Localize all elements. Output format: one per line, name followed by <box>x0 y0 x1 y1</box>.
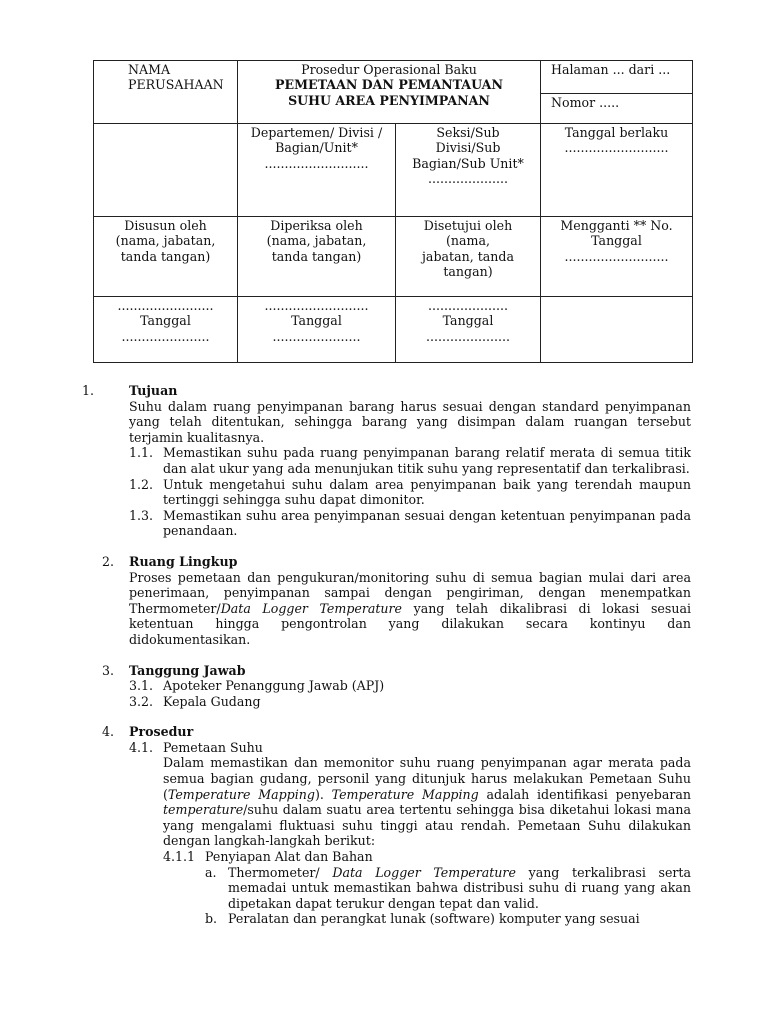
list-item <box>0 865 768 912</box>
subsection-paragraph: Dalam memastikan dan memonitor suhu ruang penyimpanan agar merata pada semua bagian gudang, personil yang ditunjuk harus melakukan Pemetaan Suhu (Temperature Mapping). Temperature Mapping adalah identifikasi penyebaran temperature/suhu dalam suatu area tertentu sehingga bisa diketahui lokasi mana yang mengalami fluktuasi suhu tinggi atau rendah. Pemetaan Suhu dilakukan dengan langkah-langkah berikut: <box>163 755 691 849</box>
item-text: Untuk mengetahui suhu dalam area penyimpanan baik yang terendah maupun tertinggi sehingga suhu dapat dimonitor. <box>163 476 691 508</box>
sign-prepared-cell <box>94 297 238 363</box>
item-number: 3.2. <box>129 693 154 709</box>
item-number: 1.2. <box>129 476 154 492</box>
section-title: Tujuan <box>129 383 178 398</box>
sop-header-table <box>93 60 693 363</box>
effective-date-label: Tanggal berlaku .......................... <box>564 125 669 156</box>
section-number: 1. <box>82 383 95 398</box>
item-number: 3.1. <box>129 678 154 694</box>
list-item <box>0 678 768 694</box>
company-name: NAMA PERUSAHAAN <box>128 62 224 93</box>
sop-title-cell <box>238 61 541 124</box>
subsection-heading <box>0 740 768 756</box>
item-text: Peralatan dan perangkat lunak (software) komputer yang sesuai <box>228 911 640 927</box>
section-tujuan <box>0 383 768 539</box>
list-item <box>0 694 768 710</box>
item-letter: a. <box>205 864 217 880</box>
sign-prepared: ........................ Tanggal ...................... <box>117 298 214 344</box>
sign-approved: .................... Tanggal ..................... <box>425 298 511 344</box>
section-prosedur <box>0 724 768 927</box>
section-intro: Suhu dalam ruang penyimpanan barang harus sesuai dengan standard penyimpanan yang telah ditentukan, sehingga barang yang disimpan dalam ruangan tersebut terjamin kualitasnya. <box>129 398 691 445</box>
section-number: 3. <box>102 662 115 678</box>
checked-label: Diperiksa oleh (nama, jabatan, tanda tangan) <box>266 218 367 264</box>
item-text: Kepala Gudang <box>163 693 261 709</box>
number-label: Nomor ..... <box>551 95 620 110</box>
sign-checked-cell <box>238 297 396 363</box>
sop-title: PEMETAAN DAN PEMANTAUAN SUHU AREA PENYIMPANAN <box>275 77 503 108</box>
page-label: Halaman ... dari ... <box>551 62 671 77</box>
section-number: 4. <box>102 724 115 740</box>
section-tanggung-jawab <box>0 663 768 710</box>
number-cell <box>541 94 693 124</box>
subsubsection-heading <box>0 849 768 865</box>
sign-replaces-cell <box>541 297 693 363</box>
item-text: Thermometer/ Data Logger Temperature yang terkalibrasi serta memadai untuk memastikan bahwa distribusi suhu di ruang yang akan dipetakan dapat terukur dengan tepat dan valid. <box>228 864 692 911</box>
section-text: Proses pemetaan dan pengukuran/monitoring suhu di semua bagian mulai dari area penerimaan, penyimpanan sampai dengan pengiriman, dengan menempatkan Thermometer/Data Logger Temperature yang telah dikalibrasi di lokasi sesuai ketentuan hingga pengontrolan yang dilakukan secara kontinyu dan didokumentasikan. <box>129 569 691 647</box>
subsection-title: Pemetaan Suhu <box>163 739 263 755</box>
section-title: Tanggung Jawab <box>129 662 246 678</box>
list-item <box>0 477 768 508</box>
effective-date-cell <box>541 124 693 217</box>
prepared-label: Disusun oleh (nama, jabatan, tanda tangan) <box>115 218 216 264</box>
department-label: Departemen/ Divisi / Bagian/Unit* .......................... <box>250 125 383 171</box>
replaces-label: Mengganti ** No. Tanggal .......................... <box>560 218 673 264</box>
page-cell <box>541 61 693 94</box>
checked-cell <box>238 217 396 297</box>
sign-approved-cell <box>396 297 541 363</box>
item-text: Apoteker Penanggung Jawab (APJ) <box>163 678 385 694</box>
document-body <box>0 383 768 927</box>
company-name-cell <box>94 61 238 124</box>
item-number: 1.3. <box>129 507 154 523</box>
item-number: 1.1. <box>129 445 154 461</box>
sop-label: Prosedur Operasional Baku <box>301 62 477 77</box>
sign-checked: .......................... Tanggal ...................... <box>264 298 369 344</box>
section-title: Prosedur <box>129 724 194 740</box>
list-item <box>0 911 768 927</box>
list-item <box>0 508 768 539</box>
prepared-cell <box>94 217 238 297</box>
section-label: Seksi/Sub Divisi/Sub Bagian/Sub Unit* .................... <box>412 125 524 187</box>
subsubsection-title: Penyiapan Alat dan Bahan <box>205 849 373 865</box>
department-cell <box>238 124 396 217</box>
section-number: 2. <box>102 553 115 569</box>
section-title: Ruang Lingkup <box>129 553 238 569</box>
subsubsection-number: 4.1.1 <box>163 849 196 865</box>
italic-term: Data Logger Temperature <box>220 600 403 616</box>
approved-cell <box>396 217 541 297</box>
empty-cell <box>94 124 238 217</box>
approved-label: Disetujui oleh (nama, jabatan, tanda tangan) <box>422 218 514 280</box>
section-ruang-lingkup <box>0 554 768 648</box>
section-cell <box>396 124 541 217</box>
item-text: Memastikan suhu area penyimpanan sesuai dengan ketentuan penyimpanan pada penandaan. <box>163 507 691 539</box>
list-item <box>0 445 768 476</box>
item-letter: b. <box>205 911 218 927</box>
subsection-number: 4.1. <box>129 739 154 755</box>
replaces-cell <box>541 217 693 297</box>
item-text: Memastikan suhu pada ruang penyimpanan barang relatif merata di semua titik dan alat ukur yang ada menunjukan titik suhu yang representatif dan terkalibrasi. <box>163 445 691 476</box>
